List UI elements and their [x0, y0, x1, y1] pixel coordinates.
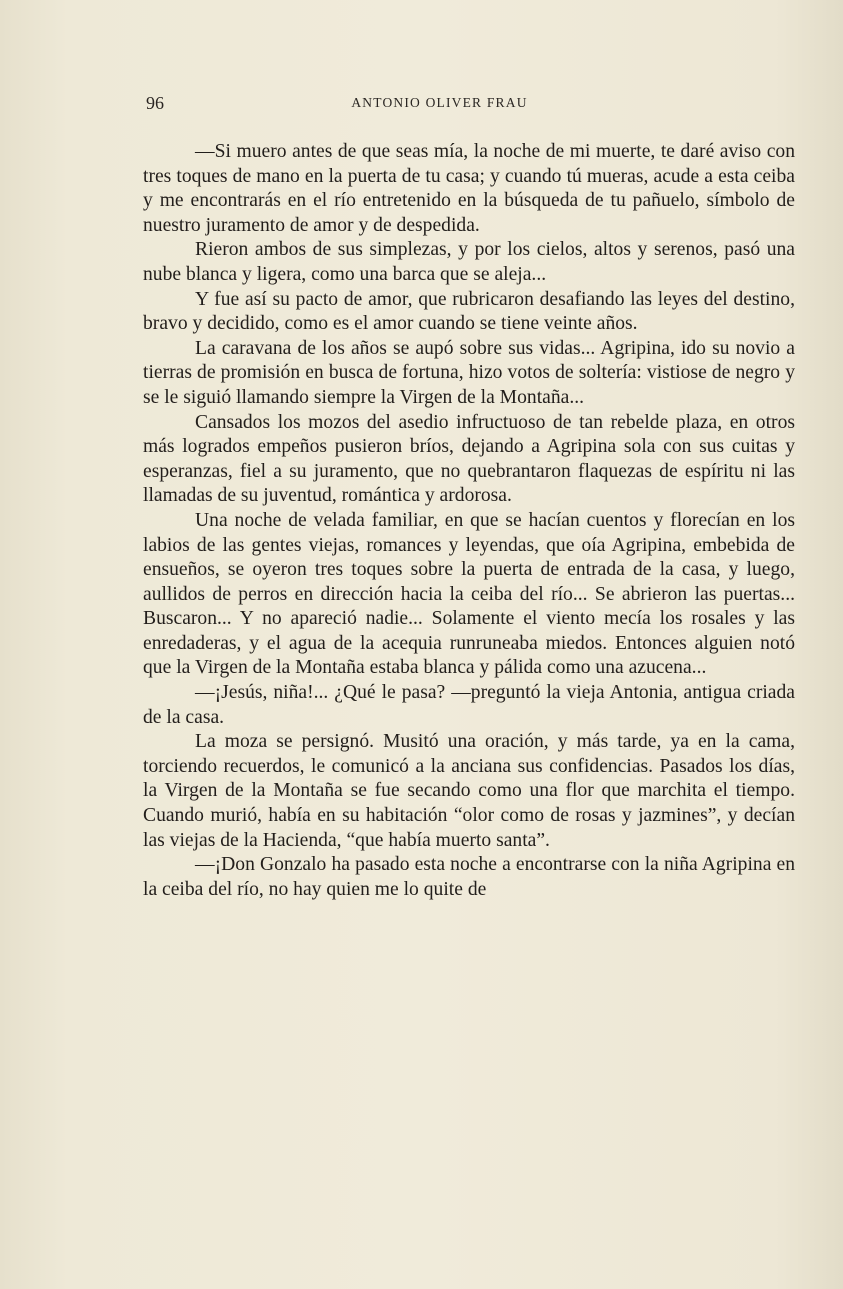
paragraph: Una noche de velada familiar, en que se hacían cuentos y florecían en los labios de las gentes viejas, romances y leyendas, que oía Agripina, embebida de ensueños, se oyeron tres toques sobre la puerta de entrada de la casa, y luego, aullidos de perros en dirección hacia la ceiba del río... Se abrieron las puertas... Buscaron... Y no apareció nadie... Solamente el viento mecía los rosales y las enredaderas, y el agua de la acequia runruneaba miedos. Entonces alguien notó que la Virgen de la Montaña estaba blanca y pálida como una azucena...: [143, 509, 795, 679]
paragraph: Cansados los mozos del asedio infructuoso de tan rebelde plaza, en otros más logrados empeños pusieron bríos, dejando a Agripina sola con sus cuitas y esperanzas, fiel a su juramento, que no quebrantaron flaquezas de espíritu ni las llamadas de su juventud, romántica y ardorosa.: [143, 411, 795, 507]
paragraph: —¡Jesús, niña!... ¿Qué le pasa? —preguntó la vieja Antonia, antigua criada de la casa.: [143, 682, 795, 728]
paragraph: La caravana de los años se aupó sobre sus vidas... Agripina, ido su novio a tierras de promisión en busca de fortuna, hizo votos de soltería: vistiose de negro y se le siguió llamando siempre la Virgen de la Montaña...: [143, 337, 795, 408]
paragraph: Y fue así su pacto de amor, que rubricaron desafiando las leyes del destino, bravo y decidido, como es el amor cuando se tiene veinte años.: [143, 288, 795, 335]
paragraph: —Si muero antes de que seas mía, la noche de mi muerte, te daré aviso con tres toques de mano en la puerta de tu casa; y cuando tú mueras, acude a esta ceiba y me encontrarás en el río entretenido en la búsqueda de tu pañuelo, símbolo de nuestro juramento de amor y de despedida.: [143, 141, 795, 236]
paragraph: La moza se persignó. Musitó una oración, y más tarde, ya en la cama, torciendo recuerdos, le comunicó a la anciana sus confidencias. Pasados los días, la Virgen de la Montaña se fue secando como una flor que marchita el tiempo. Cuando murió, había en su habitación “olor como de rosas y jazmines”, y decían las viejas de la Hacienda, “que había muerto santa”.: [143, 731, 795, 851]
running-head: ANTONIO OLIVER FRAU: [351, 95, 528, 110]
paragraph: Rieron ambos de sus simplezas, y por los cielos, altos y serenos, pasó una nube blanca y ligera, como una barca que se aleja...: [143, 239, 795, 285]
body-text: [143, 140, 795, 902]
paragraph: —¡Don Gonzalo ha pasado esta noche a encontrarse con la niña Agripina en la ceiba del río, no hay quien me lo quite de: [143, 854, 795, 900]
page-number: 96: [146, 93, 164, 113]
